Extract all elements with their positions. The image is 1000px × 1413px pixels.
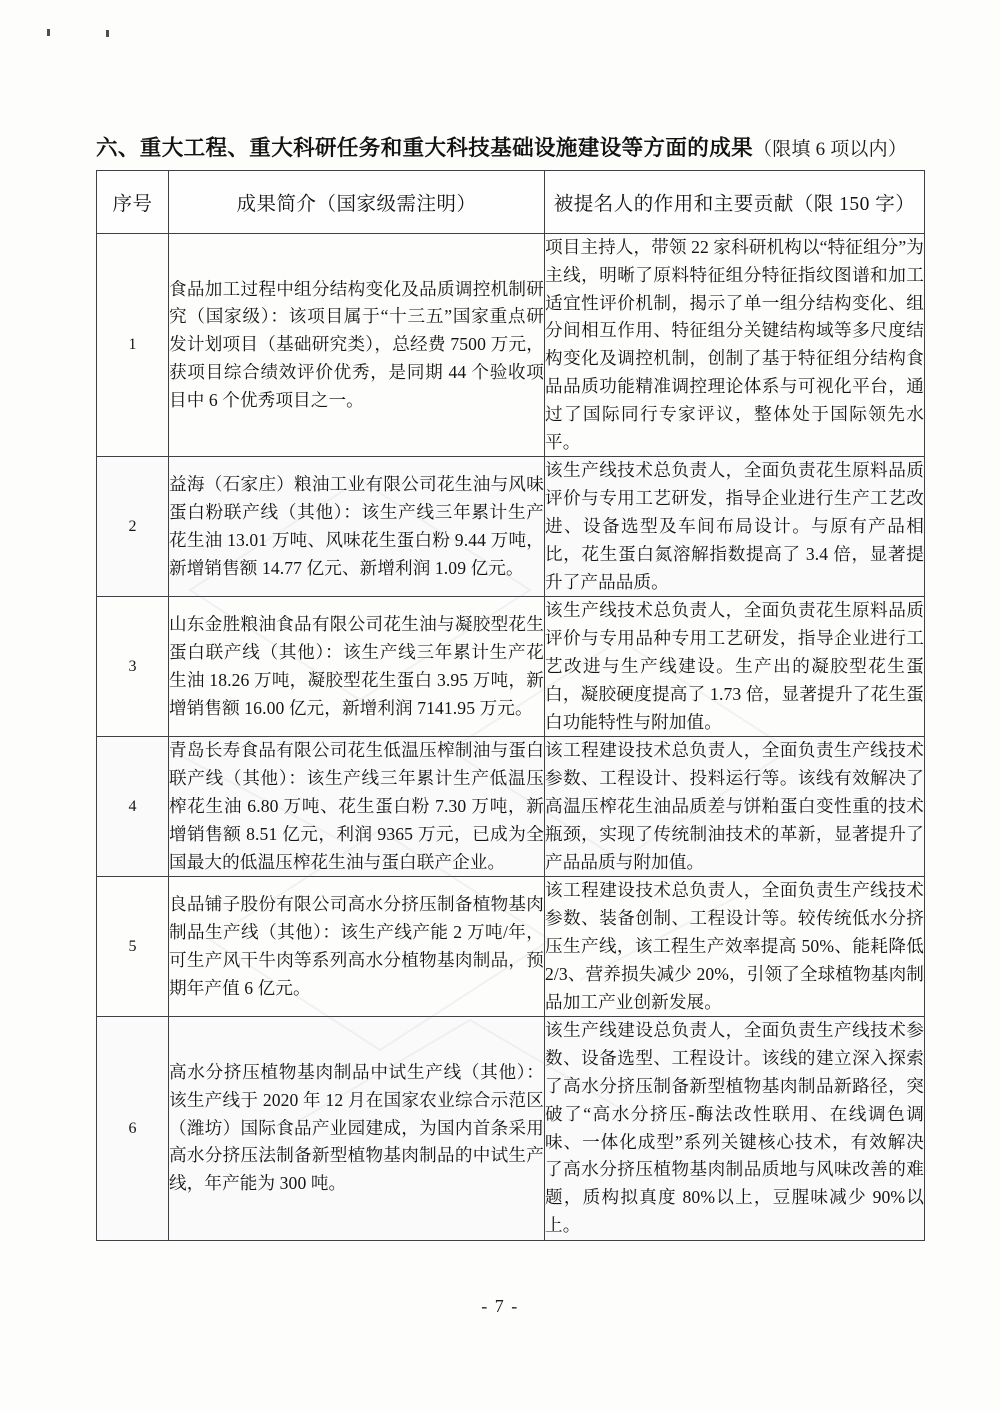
cell-description: 益海（石家庄）粮油工业有限公司花生油与风味蛋白粉联产线（其他）：该生产线三年累计生产花生油 13.01 万吨、风味花生蛋白粉 9.44 万吨，新增销售额 14.77 亿元、新增利润 1.09 亿元。 xyxy=(169,457,545,597)
table-row xyxy=(97,1017,925,1240)
major-achievements-table xyxy=(96,170,925,1241)
cell-contribution: 该工程建设技术总负责人，全面负责生产线技术参数、工程设计、投料运行等。该线有效解决了高温压榨花生油品质差与饼粕蛋白变性重的技术瓶颈，实现了传统制油技术的革新，显著提升了产品品质与附加值。 xyxy=(545,737,925,877)
page-number: - 7 - xyxy=(481,1296,519,1316)
table-header-row xyxy=(97,171,925,234)
cell-seq: 5 xyxy=(97,877,169,1017)
cell-seq: 1 xyxy=(97,234,169,457)
cell-contribution: 该生产线技术总负责人，全面负责花生原料品质评价与专用工艺研发，指导企业进行生产工艺改进、设备选型及车间布局设计。与原有产品相比，花生蛋白氮溶解指数提高了 3.4 倍，显著提升了产品品质。 xyxy=(545,457,925,597)
column-header-description: 成果简介（国家级需注明） xyxy=(169,171,545,234)
section-heading-title: 六、重大工程、重大科研任务和重大科技基础设施建设等方面的成果 xyxy=(96,136,754,160)
cell-description: 良品铺子股份有限公司高水分挤压制备植物基肉制品生产线（其他）：该生产线产能 2 万吨/年，可生产风干牛肉等系列高水分植物基肉制品，预期年产值 6 亿元。 xyxy=(169,877,545,1017)
cell-description: 山东金胜粮油食品有限公司花生油与凝胶型花生蛋白联产线（其他）：该生产线三年累计生产花生油 18.26 万吨，凝胶型花生蛋白 3.95 万吨，新增销售额 16.00 亿元，新增利润 7141.95 万元。 xyxy=(169,597,545,737)
table-body xyxy=(97,234,925,1241)
column-header-contribution: 被提名人的作用和主要贡献（限 150 字） xyxy=(545,171,925,234)
cell-seq: 6 xyxy=(97,1017,169,1240)
table-row xyxy=(97,597,925,737)
section-heading-note: （限填 6 项以内） xyxy=(753,139,908,160)
table-row xyxy=(97,737,925,877)
column-header-seq: 序号 xyxy=(97,171,169,234)
cell-contribution: 项目主持人，带领 22 家科研机构以“特征组分”为主线，明晰了原料特征组分特征指纹图谱和加工适宜性评价机制，揭示了单一组分结构变化、组分间相互作用、特征组分关键结构域等多尺度结构变化及调控机制，创制了基于特征组分结构食品品质功能精准调控理论体系与可视化平台，通过了国际同行专家评议，整体处于国际领先水平。 xyxy=(545,234,925,457)
cell-description: 食品加工过程中组分结构变化及品质调控机制研究（国家级）：该项目属于“十三五”国家重点研发计划项目（基础研究类），总经费 7500 万元，获项目综合绩效评价优秀，是同期 44 个验收项目中 6 个优秀项目之一。 xyxy=(169,234,545,457)
cell-description: 高水分挤压植物基肉制品中试生产线（其他）：该生产线于 2020 年 12 月在国家农业综合示范区（潍坊）国际食品产业园建成，为国内首条采用高水分挤压法制备新型植物基肉制品的中试生产线，年产能为 300 吨。 xyxy=(169,1017,545,1240)
scan-artifact-right xyxy=(106,30,109,37)
scan-artifact-left xyxy=(47,29,50,36)
section-heading xyxy=(96,131,924,162)
cell-seq: 3 xyxy=(97,597,169,737)
cell-contribution: 该生产线技术总负责人，全面负责花生原料品质评价与专用品种专用工艺研发，指导企业进行工艺改进与生产线建设。生产出的凝胶型花生蛋白，凝胶硬度提高了 1.73 倍，显著提升了花生蛋白功能特性与附加值。 xyxy=(545,597,925,737)
table-row xyxy=(97,457,925,597)
cell-contribution: 该生产线建设总负责人，全面负责生产线技术参数、设备选型、工程设计。该线的建立深入探索了高水分挤压制备新型植物基肉制品新路径，突破了“高水分挤压-酶法改性联用、在线调色调味、一体化成型”系列关键核心技术，有效解决了高水分挤压植物基肉制品质地与风味改善的难题，质构拟真度 80%以上，豆腥味减少 90%以上。 xyxy=(545,1017,925,1240)
cell-contribution: 该工程建设技术总负责人，全面负责生产线技术参数、装备创制、工程设计等。较传统低水分挤压生产线，该工程生产效率提高 50%、能耗降低 2/3、营养损失减少 20%，引领了全球植物基肉制品加工产业创新发展。 xyxy=(545,877,925,1017)
cell-seq: 4 xyxy=(97,737,169,877)
table-row xyxy=(97,877,925,1017)
cell-description: 青岛长寿食品有限公司花生低温压榨制油与蛋白联产线（其他）：该生产线三年累计生产低温压榨花生油 6.80 万吨、花生蛋白粉 7.30 万吨，新增销售额 8.51 亿元，利润 9365 万元，已成为全国最大的低温压榨花生油与蛋白联产企业。 xyxy=(169,737,545,877)
cell-seq: 2 xyxy=(97,457,169,597)
table-row xyxy=(97,234,925,457)
